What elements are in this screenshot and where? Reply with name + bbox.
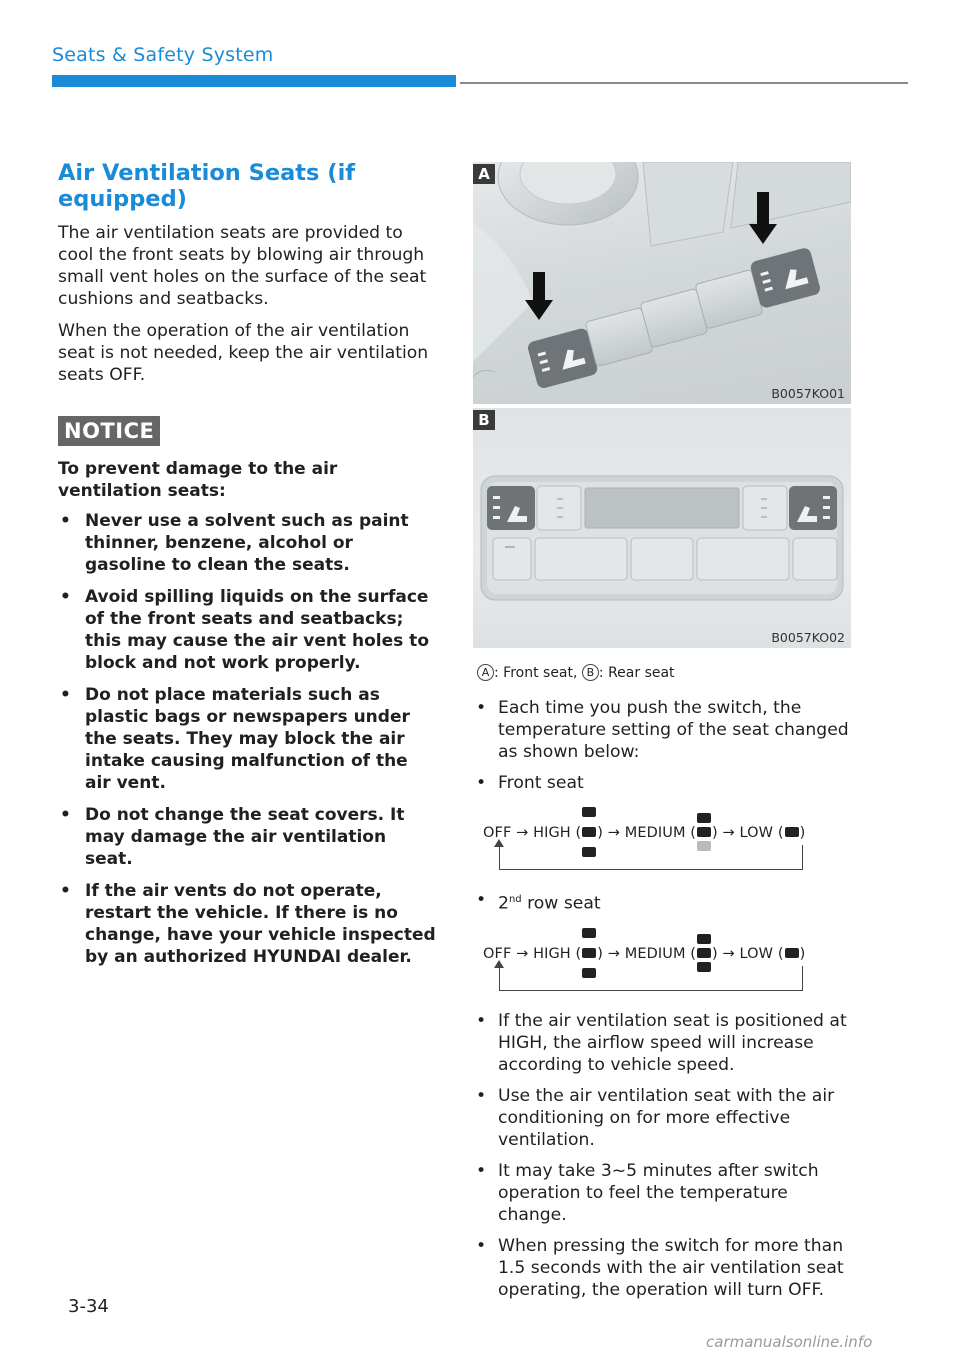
seq-off: OFF (483, 825, 512, 841)
rear-panel-illustration (473, 408, 851, 648)
seq-arrow: → (516, 825, 529, 841)
caption-text-b: : Rear seat (598, 665, 675, 681)
sequence-loop-line (499, 966, 803, 991)
detail-intro: • Each time you push the switch, the temperature setting of the seat changed as shown below: (473, 697, 851, 763)
rear-seat-sequence (473, 924, 851, 1006)
notice-item: • Never use a solvent such as paint thinner, benzene, alcohol or gasoline to clean the seats. (58, 510, 438, 576)
vent-high-icon (581, 947, 597, 960)
notes-list (473, 1010, 851, 1301)
vent-low-icon (784, 826, 800, 839)
notice-list (58, 510, 438, 968)
caption-text-a: : Front seat, (494, 665, 582, 681)
seq-low: LOW ( (739, 945, 784, 962)
seq-close-3: ) (799, 825, 806, 841)
notice-item: • If the air vents do not operate, restart the vehicle. If there is no change, have your vehicle inspected by an authorized HYUNDAI dealer. (58, 880, 438, 968)
watermark: carmanualsonline.info (706, 1333, 873, 1351)
front-console-illustration (473, 162, 851, 404)
seq-high: HIGH ( (533, 945, 582, 962)
seq-close-1: ) (597, 945, 604, 962)
rear-seat-label: • 2nd row seat (473, 889, 851, 915)
seq-arrow: → (722, 825, 735, 841)
seq-close-2: ) (712, 945, 718, 962)
figure-code-b: B0057KO02 (771, 630, 845, 645)
seq-arrow: → (722, 945, 735, 962)
figure-tag-b: B (473, 410, 495, 430)
vent-medium-icon (696, 947, 712, 960)
left-column (58, 160, 438, 978)
section-title: Air Ventilation Seats (if equipped) (58, 160, 356, 212)
details-list (473, 697, 851, 794)
figure-code-a: B0057KO01 (771, 386, 845, 401)
seq-close-1: ) (597, 825, 604, 841)
right-column (473, 162, 851, 1310)
note-item: • It may take 3~5 minutes after switch operation to feel the temperature change. (473, 1160, 851, 1226)
seq-high: HIGH ( (533, 825, 582, 841)
header-rule (460, 82, 908, 84)
notice-item: • Do not place materials such as plastic bags or newspapers under the seats. They may block the air intake causing malfunction of the air vent. (58, 684, 438, 794)
seq-arrow: → (607, 945, 621, 962)
header-bar-accent (52, 75, 456, 87)
vent-high-icon (581, 826, 597, 839)
note-item: • Use the air ventilation seat with the air conditioning on for more effective ventilation. (473, 1085, 851, 1151)
notice-label: NOTICE (58, 416, 160, 446)
intro-paragraph-1: The air ventilation seats are provided to cool the front seats by blowing air through small vent holes on the surface of the seat cushions and seatbacks. (58, 223, 427, 309)
caption-marker-a: A (477, 664, 494, 681)
seq-close-2: ) (712, 825, 718, 841)
seq-arrow: → (607, 825, 621, 841)
seq-low: LOW ( (739, 825, 784, 841)
page-number: 3-34 (68, 1296, 109, 1317)
seq-medium: MEDIUM ( (624, 945, 697, 962)
figure-tag-a: A (473, 164, 495, 184)
seq-close-3: ) (799, 945, 806, 962)
front-seat-sequence (473, 803, 851, 885)
vent-low-icon (784, 947, 800, 960)
seq-arrow: → (516, 945, 529, 962)
seq-medium: MEDIUM ( (624, 825, 697, 841)
rear-seat-list (473, 889, 851, 915)
note-item: • When pressing the switch for more than 1.5 seconds with the air ventilation seat operating, the operation will turn OFF. (473, 1235, 851, 1301)
notice-item: • Avoid spilling liquids on the surface of the front seats and seatbacks; this may cause the air vent holes to block and not work properly. (58, 586, 438, 674)
figure-caption (477, 664, 851, 681)
seq-off: OFF (483, 945, 512, 962)
figure-front-seat-switches (473, 162, 851, 404)
front-seat-label: • Front seat (473, 772, 851, 794)
notice-lead: To prevent damage to the air ventilation seats: (58, 459, 338, 501)
note-item: • If the air ventilation seat is positioned at HIGH, the airflow speed will increase according to vehicle speed. (473, 1010, 851, 1076)
figure-rear-seat-switches (473, 408, 851, 648)
sequence-loop-line (499, 845, 803, 870)
section-header: Seats & Safety System (52, 44, 274, 66)
notice-item: • Do not change the seat covers. It may damage the air ventilation seat. (58, 804, 438, 870)
vent-medium-icon (696, 826, 712, 839)
caption-marker-b: B (582, 664, 599, 681)
intro-paragraph-2: When the operation of the air ventilation seat is not needed, keep the air ventilation seats OFF. (58, 321, 429, 385)
